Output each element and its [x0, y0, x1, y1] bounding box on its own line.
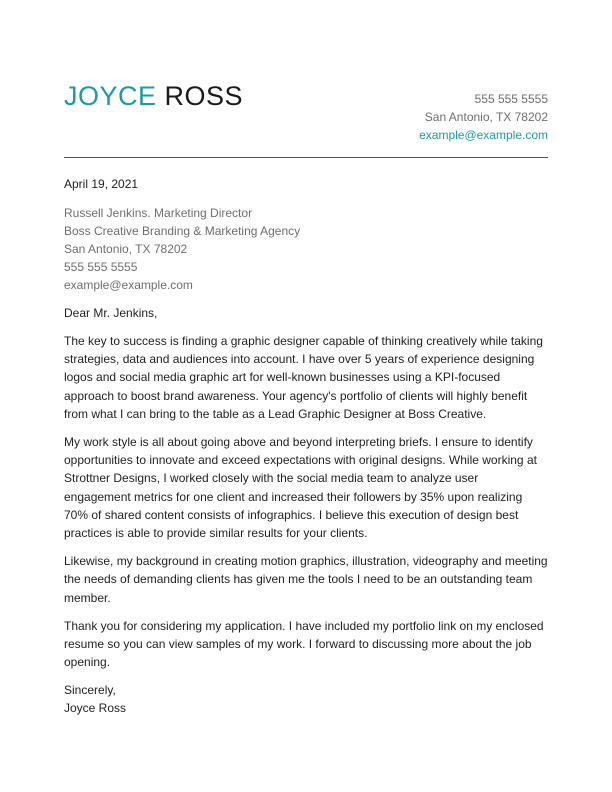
applicant-last-name: ROSS: [164, 81, 244, 111]
recipient-phone: 555 555 5555: [64, 260, 138, 274]
applicant-name: [64, 80, 243, 112]
applicant-contact: [419, 90, 548, 144]
letter-body: [64, 332, 548, 671]
header-divider: [64, 157, 548, 158]
recipient-name-title: Russell Jenkins. Marketing Director: [64, 206, 253, 220]
body-paragraph-4: Thank you for considering my application. I have included my portfolio link on my enclosed resume so you can view samples of my work. I forward to discussing more about the job opening.: [64, 618, 544, 670]
letter-header: [64, 0, 548, 158]
recipient-city: San Antonio, TX 78202: [64, 242, 188, 256]
letter-date: April 19, 2021: [64, 177, 139, 191]
recipient-block: [64, 204, 548, 294]
salutation: Dear Mr. Jenkins,: [64, 306, 158, 320]
applicant-first-name: JOYCE: [64, 81, 157, 111]
letter-closing: [64, 681, 548, 717]
recipient-email: example@example.com: [64, 278, 193, 292]
signature-name: Joyce Ross: [64, 701, 127, 716]
applicant-address: San Antonio, TX 78202: [424, 110, 548, 124]
recipient-company: Boss Creative Branding & Marketing Agency: [64, 224, 301, 238]
sign-off: Sincerely,: [64, 683, 116, 698]
body-paragraph-1: The key to success is finding a graphic designer capable of thinking creatively while taking strategies, data and audiences into account. I have over 5 years of experience designing logos and social media graphic art for well-known businesses using a KPI-focused approach to boost brand awareness. Your agency's portfolio of clients will highly benefit from what I can bring to the table as a Lead Graphic Designer at Boss Creative.: [64, 334, 543, 421]
body-paragraph-3: Likewise, my background in creating motion graphics, illustration, videography and meeting the needs of demanding clients has given me the tools I need to be an outstanding team member.: [64, 554, 548, 605]
applicant-phone: 555 555 5555: [474, 92, 548, 106]
body-paragraph-2: My work style is all about going above and beyond interpreting briefs. I ensure to identify opportunities to innovate and exceed expectations with original designs. While working at Strottner Designs, I worked closely with the social media team to analyze user engagement metrics for one client and increased their followers by 35% upon realizing 70% of shared content consists of infographics. I believe this execution of design best practices is able to provide similar results for your clients.: [64, 435, 537, 541]
applicant-email[interactable]: example@example.com: [419, 128, 548, 142]
